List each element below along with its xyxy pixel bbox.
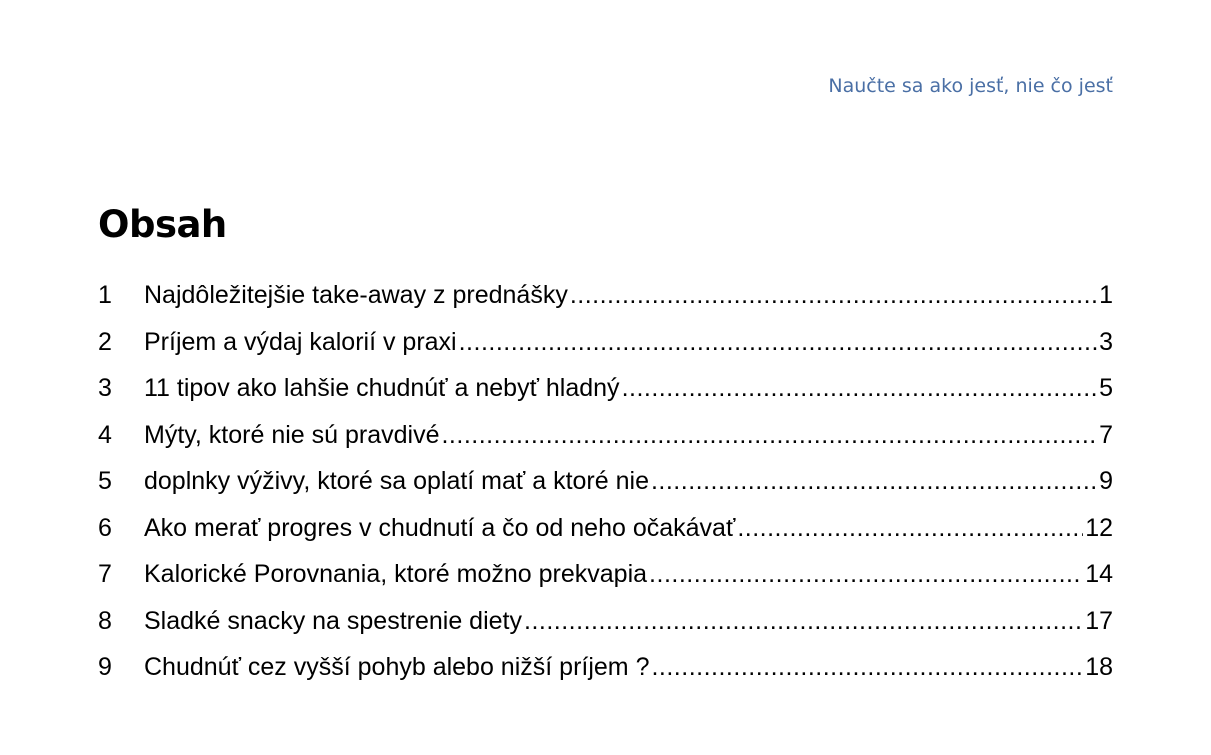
toc-leader-dots (459, 319, 1097, 366)
toc-entry-title[interactable]: Ako merať progres v chudnutí a čo od neho očakávať (144, 513, 736, 542)
page-header: Naučte sa ako jesť, nie čo jesť (828, 75, 1113, 97)
toc-leader-dots (441, 412, 1097, 459)
toc-entry-title[interactable]: Sladké snacky na spestrenie diety (144, 606, 522, 635)
toc-leader-dots (651, 458, 1097, 505)
toc-entry-number: 1 (98, 281, 112, 309)
toc-entry-page[interactable]: 1 (1099, 281, 1113, 309)
toc-entry[interactable] (98, 365, 1113, 412)
toc-entry-number: 2 (98, 327, 112, 356)
toc-entry[interactable] (98, 458, 1113, 505)
toc-entry-number: 7 (98, 560, 112, 588)
toc-leader-dots (622, 365, 1098, 412)
toc-leader-dots (570, 272, 1097, 319)
toc-entry-page[interactable]: 12 (1085, 513, 1113, 542)
toc-entry-number: 3 (98, 374, 112, 402)
toc-entry[interactable] (98, 644, 1113, 691)
toc-entry-number: 9 (98, 653, 112, 681)
toc-entry-number: 5 (98, 467, 112, 495)
toc-entry[interactable] (98, 412, 1113, 459)
toc-entry-title[interactable]: 11 tipov ako lahšie chudnúť a nebyť hladný (144, 374, 620, 402)
toc-entry-number: 8 (98, 606, 112, 635)
toc-entry-page[interactable]: 5 (1099, 374, 1113, 402)
toc-heading: Obsah (98, 203, 227, 246)
toc-entry[interactable] (98, 598, 1113, 645)
toc-entry-title[interactable]: Mýty, ktoré nie sú pravdivé (144, 420, 440, 449)
table-of-contents (98, 272, 1113, 691)
toc-entry-page[interactable]: 9 (1099, 467, 1113, 495)
toc-entry-title[interactable]: Kalorické Porovnania, ktoré možno prekvapia (144, 560, 648, 588)
toc-entry[interactable] (98, 505, 1113, 552)
toc-entry-title[interactable]: Chudnúť cez vyšší pohyb alebo nižší príjem ? (144, 653, 650, 681)
toc-entry[interactable] (98, 272, 1113, 319)
toc-entry-title[interactable]: doplnky výživy, ktoré sa oplatí mať a ktoré nie (144, 467, 649, 495)
toc-leader-dots (649, 551, 1083, 598)
toc-entry-page[interactable]: 3 (1099, 327, 1113, 356)
toc-entry-number: 4 (98, 420, 112, 449)
toc-leader-dots (651, 644, 1083, 691)
toc-leader-dots (737, 505, 1083, 552)
toc-entry[interactable] (98, 551, 1113, 598)
toc-entry-title[interactable]: Najdôležitejšie take-away z prednášky (144, 281, 568, 309)
toc-leader-dots (524, 598, 1083, 645)
toc-entry-page[interactable]: 7 (1099, 420, 1113, 449)
toc-entry-title[interactable]: Príjem a výdaj kalorií v praxi (144, 327, 457, 356)
toc-entry-page[interactable]: 17 (1085, 606, 1113, 635)
toc-entry-page[interactable]: 18 (1085, 653, 1113, 681)
toc-entry-page[interactable]: 14 (1085, 560, 1113, 588)
toc-entry[interactable] (98, 319, 1113, 366)
toc-entry-number: 6 (98, 513, 112, 542)
